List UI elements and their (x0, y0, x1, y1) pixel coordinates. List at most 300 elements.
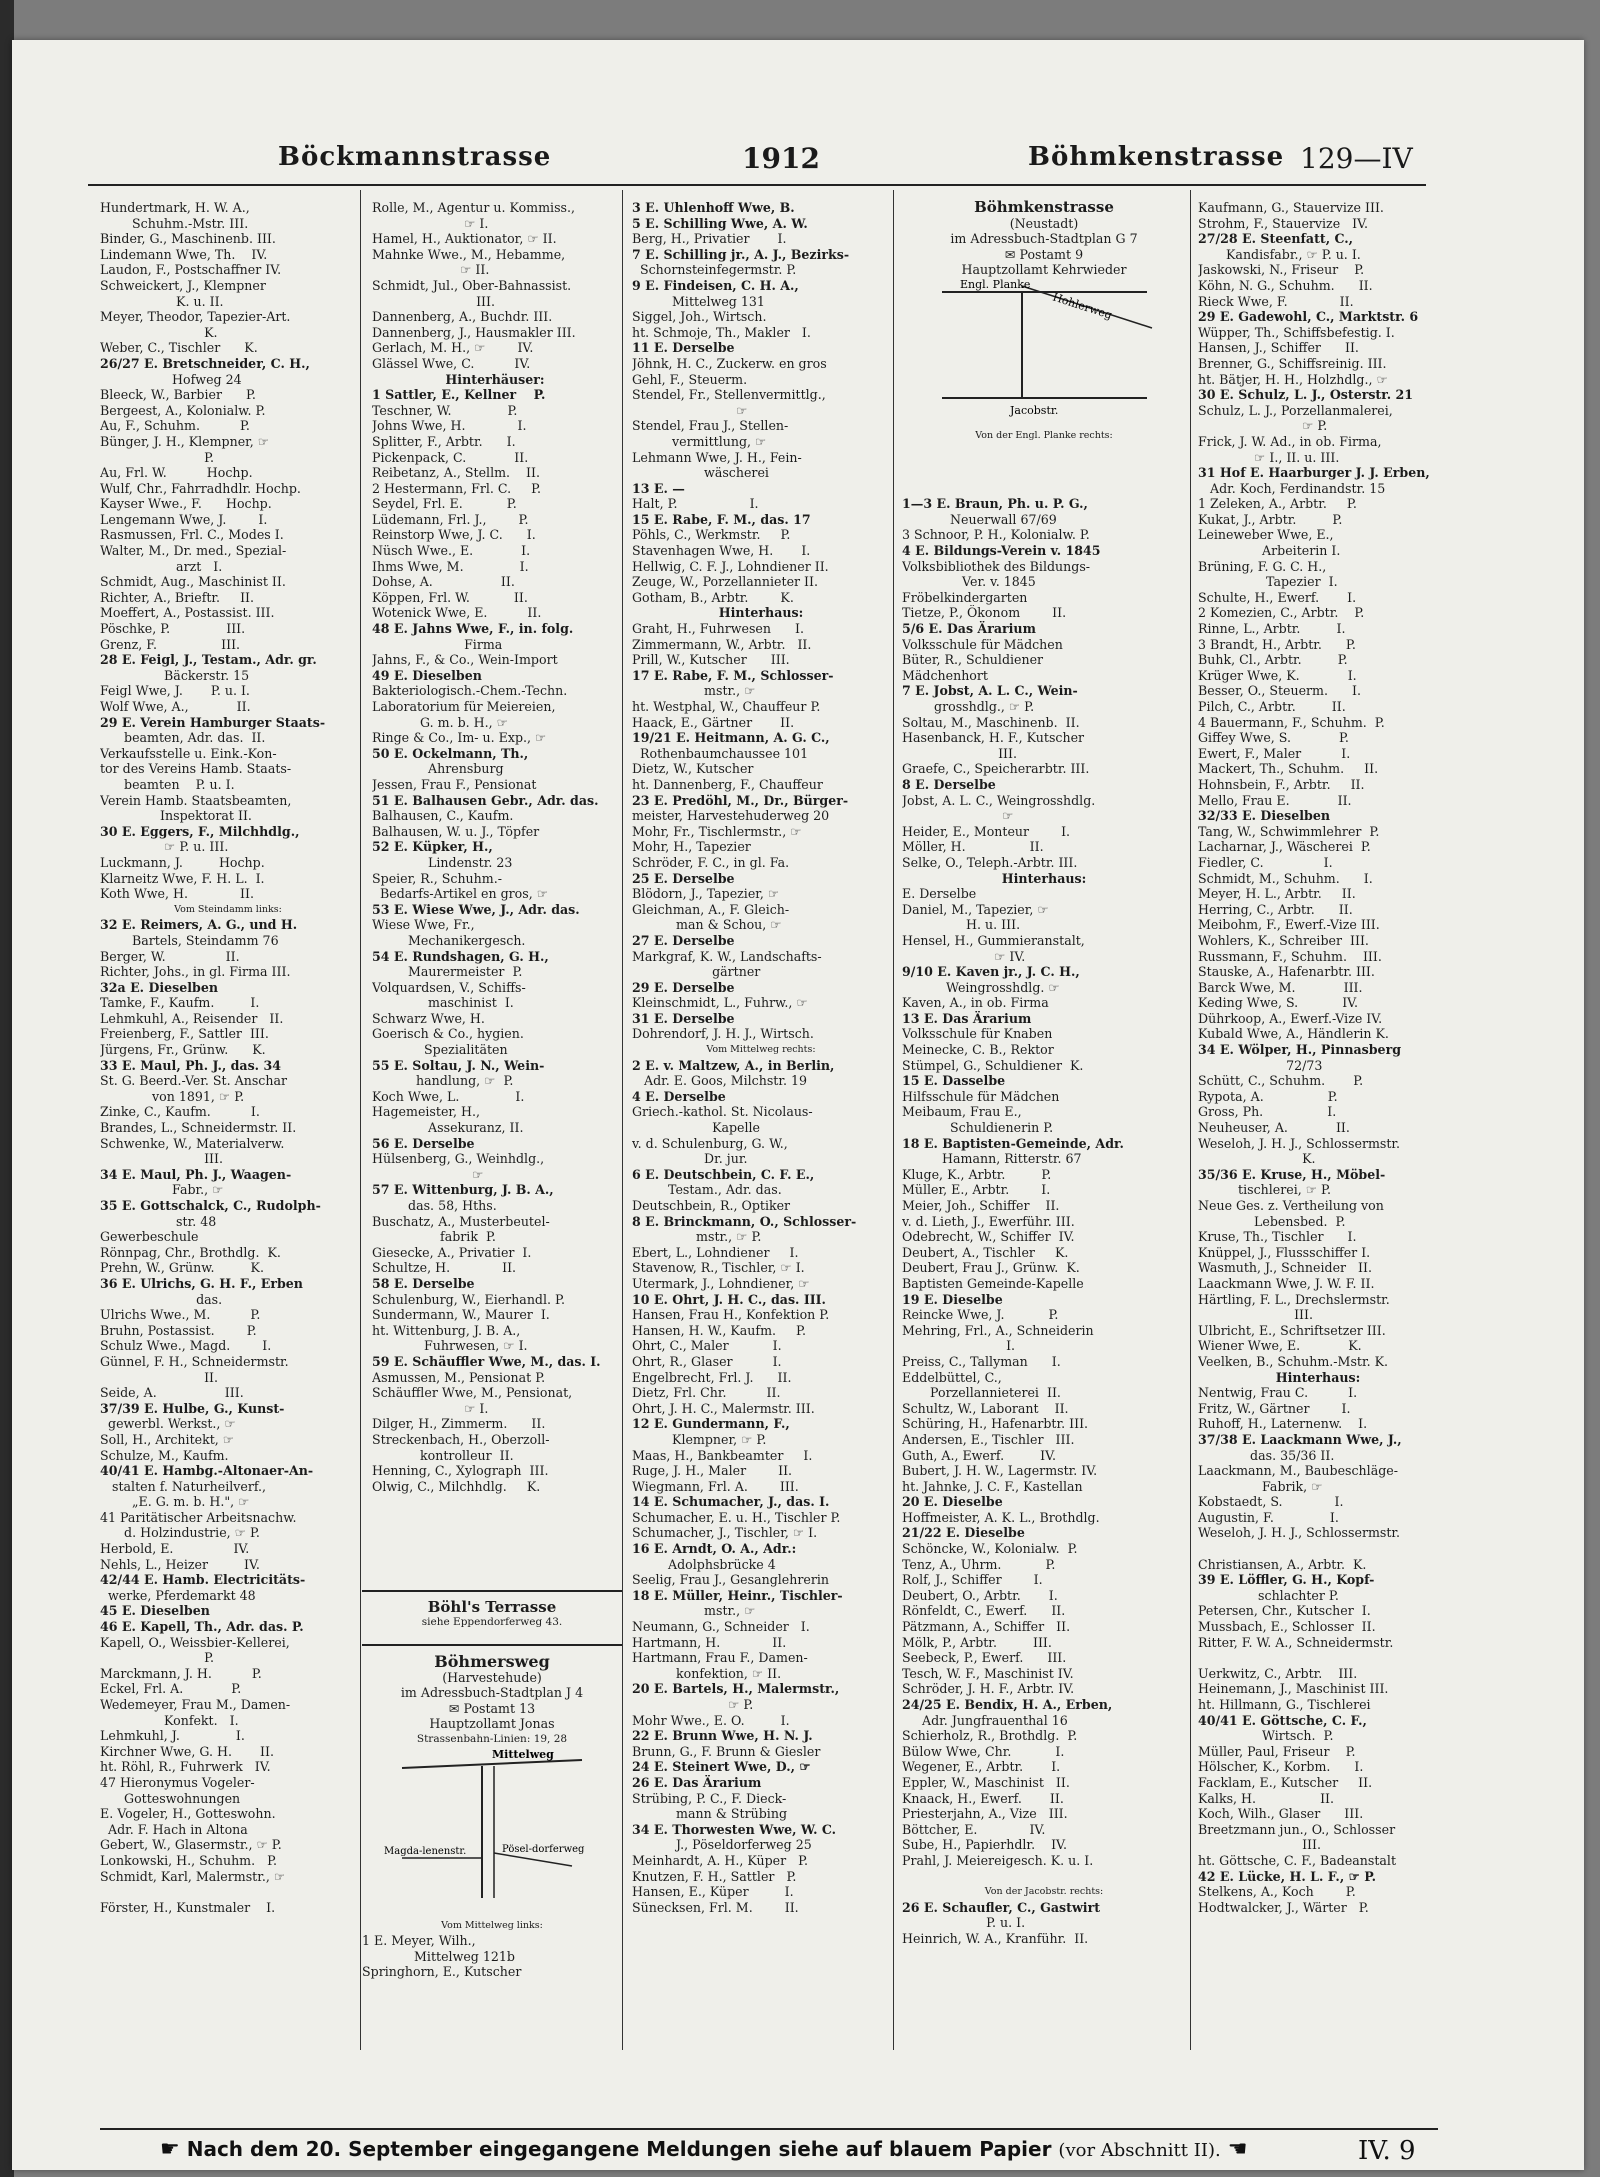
directory-entry-line: 8 E. Derselbe (902, 776, 996, 792)
directory-entry-line: 2 Hestermann, Frl. C. P. (372, 480, 542, 496)
directory-entry-line: 1 Zeleken, A., Arbtr. P. (1198, 496, 1357, 512)
directory-entry-line: maschinist I. (372, 995, 514, 1011)
boehls-title: Böhl's Terrasse (427, 1598, 557, 1616)
directory-entry-line: Tenz, A., Uhrm. P. (902, 1556, 1056, 1572)
directory-entry-line: Speier, R., Schuhm.- (372, 870, 502, 886)
directory-entry-line: Weber, C., Tischler K. (100, 340, 258, 356)
directory-entry-line: konfektion, ☞ II. (632, 1665, 782, 1681)
directory-entry-line: 21/22 E. Dieselbe (902, 1525, 1025, 1541)
directory-entry-line: Adr. Jungfrauenthal 16 (902, 1712, 1068, 1728)
directory-entry-line: mstr., ☞ P. (632, 1229, 762, 1245)
directory-entry-line: Hamann, Ritterstr. 67 (902, 1151, 1082, 1167)
directory-entry-line: Tietze, P., Ökonom II. (902, 605, 1067, 621)
directory-entry-line: Ulrichs Wwe., M. P. (100, 1307, 261, 1323)
box-title: Böhmkenstrasse (974, 198, 1114, 216)
directory-entry-line: Ulbricht, E., Schriftsetzer III. (1198, 1322, 1386, 1338)
directory-entry-line: 53 E. Wiese Wwe, J., Adr. das. (372, 901, 580, 917)
directory-entry-line: Rypota, A. P. (1198, 1088, 1338, 1104)
directory-entry-line: Schmidt, Karl, Malermstr., ☞ (100, 1868, 286, 1884)
directory-entry-line: wäscherei (632, 465, 769, 481)
directory-entry-line: 56 E. Derselbe (372, 1135, 475, 1151)
directory-entry-line: Ritter, F. W. A., Schneidermstr. (1198, 1634, 1394, 1650)
directory-entry-line: 20 E. Dieselbe (902, 1494, 1003, 1510)
directory-entry-line: 20 E. Bartels, H., Malermstr., (632, 1681, 840, 1697)
directory-entry-line: beamten, Adr. das. II. (100, 730, 266, 746)
directory-entry-line: Laboratorium für Meiereien, (372, 699, 556, 714)
directory-entry-line: Laackmann, M., Baubeschläge- (1198, 1463, 1398, 1479)
directory-entry-line: Balhausen, W. u. J., Töpfer (372, 823, 540, 839)
directory-entry-line: Richter, A., Brieftr. II. (100, 589, 255, 605)
directory-entry-line: III. (902, 745, 1018, 761)
directory-entry-line: Selke, O., Teleph.-Arbtr. III. (902, 854, 1078, 870)
directory-entry-line: Veelken, B., Schuhm.-Mstr. K. (1198, 1353, 1389, 1369)
directory-entry-line: Kaufmann, G., Stauervize III. (1198, 200, 1384, 215)
directory-entry-line: Meier, Joh., Schiffer II. (902, 1198, 1060, 1213)
directory-entry-line: Graht, H., Fuhrwesen I. (632, 621, 804, 637)
directory-entry-line: Giesecke, A., Privatier I. (372, 1244, 532, 1260)
directory-entry-line: Laudon, F., Postschaffner IV. (100, 262, 282, 278)
directory-entry-line: 28 E. Feigl, J., Testam., Adr. gr. (100, 652, 317, 668)
directory-entry-line: Adr. E. Goos, Milchstr. 19 (632, 1073, 808, 1089)
directory-entry-line: Herring, C., Arbtr. II. (1198, 901, 1353, 917)
directory-entry-line: Schultz, W., Laborant II. (902, 1400, 1069, 1416)
directory-entry-line: 27/28 E. Steenfatt, C., (1198, 231, 1354, 247)
directory-entry-line: Wasmuth, J., Schneider II. (1198, 1260, 1373, 1276)
directory-entry-line: Hölscher, K., Korbm. I. (1198, 1759, 1364, 1775)
directory-entry-line: Tapezier I. (1198, 574, 1338, 590)
directory-entry-line: str. 48 (100, 1213, 217, 1229)
directory-entry-line: Adolphsbrücke 4 (632, 1556, 776, 1572)
street-map-sketch (362, 1748, 622, 1918)
footer-rule (100, 2128, 1438, 2130)
directory-entry-line: Schweickert, J., Klempner (100, 277, 266, 293)
directory-entry-line: Graefe, C., Speicherarbtr. III. (902, 761, 1090, 777)
directory-entry-line: Lengemann Wwe, J. I. (100, 511, 268, 527)
directory-entry-line: P. (100, 449, 215, 465)
directory-entry-line: arzt I. (100, 558, 223, 574)
directory-entry-line: Schulz Wwe., Magd. I. (100, 1338, 272, 1354)
directory-entry-line: Fabrik, ☞ (1198, 1478, 1323, 1494)
directory-entry-line: Wüpper, Th., Schiffsbefestig. I. (1198, 324, 1395, 340)
boehmersweg-box (362, 1644, 622, 2106)
directory-entry-line: Gewerbeschule (100, 1229, 199, 1245)
directory-entry-line: 52 E. Küpker, H., (372, 839, 493, 855)
directory-entry-line: Berger, W. II. (100, 948, 240, 964)
directory-entry-line: Glässel Wwe, C. IV. (372, 355, 531, 371)
directory-entry-line: Luckmann, J. Hochp. (100, 854, 265, 870)
directory-entry-line: Au, Frl. W. Hochp. (100, 465, 253, 481)
directory-entry-line: K. (100, 324, 218, 340)
directory-entry-line: fabrik P. (372, 1229, 496, 1245)
boehmersweg-district: (Harvestehude) (442, 1669, 542, 1685)
directory-entry-line: Dilger, H., Zimmerm. II. (372, 1416, 546, 1432)
directory-entry-line: Sundermann, W., Maurer I. (372, 1307, 550, 1323)
directory-entry-line: Wohlers, K., Schreiber III. (1198, 932, 1369, 948)
boehmersweg-entry: 1 E. Meyer, Wilh., (362, 1933, 476, 1949)
directory-entry-line: Lacharnar, J., Wäscherei P. (1198, 839, 1371, 855)
directory-entry-line: Hansen, H. W., Kaufm. P. (632, 1322, 806, 1338)
directory-entry-line: Rolf, J., Schiffer I. (902, 1572, 1043, 1588)
map-label-engl-planke: Engl. Planke (960, 277, 1031, 291)
directory-entry-line: Bakteriologisch.-Chem.-Techn. (372, 683, 568, 699)
directory-entry-line: Leineweber Wwe, E., (1198, 527, 1334, 543)
directory-entry-line: Jaskowski, N., Friseur P. (1198, 262, 1365, 278)
directory-entry-line: 7 E. Schilling jr., A. J., Bezirks- (632, 246, 850, 262)
directory-entry-line: Strübing, P. C., F. Dieck- (632, 1790, 787, 1806)
directory-entry-line: Kubald Wwe, A., Händlerin K. (1198, 1026, 1389, 1042)
directory-entry-line: 30 E. Schulz, L. J., Osterstr. 21 (1198, 387, 1414, 403)
directory-entry-line: Zeuge, W., Porzellannieter II. (632, 574, 818, 590)
directory-entry-line: Prill, W., Kutscher III. (632, 652, 790, 668)
directory-entry-line: Schüring, H., Hafenarbtr. III. (902, 1416, 1089, 1432)
directory-entry-line: Nehls, L., Heizer IV. (100, 1556, 260, 1572)
directory-entry-line: Hansen, J., Schiffer II. (1198, 340, 1359, 356)
header-right-street: Böhmkenstrasse (1028, 142, 1285, 172)
directory-entry-line: Ihms Wwe, M. I. (372, 558, 529, 574)
directory-entry-line: Henning, C., Xylograph III. (372, 1463, 549, 1479)
directory-entry-line: 18 E. Baptisten-Gemeinde, Adr. (902, 1135, 1124, 1151)
directory-entry-line: Guth, A., Ewerf. IV. (902, 1447, 1057, 1463)
directory-entry-line: Bedarfs-Artikel en gros, ☞ (372, 886, 548, 902)
directory-entry-line: Priesterjahn, A., Vize III. (902, 1806, 1068, 1822)
directory-entry-line: Ohrt, C., Maler I. (632, 1338, 782, 1354)
directory-entry-line: mstr., ☞ (632, 683, 756, 699)
directory-entry-line: Ewert, F., Maler I. (1198, 745, 1351, 761)
directory-entry-line: ☞ II. (372, 262, 490, 278)
directory-entry-line: 54 E. Rundshagen, G. H., (372, 948, 549, 964)
directory-entry-line: Walter, M., Dr. med., Spezial- (100, 543, 287, 559)
directory-entry-line: J., Pöseldorferweg 25 (632, 1837, 812, 1853)
directory-entry-line: Bäckerstr. 15 (100, 667, 250, 683)
directory-entry-line: Vom Steindamm links: (174, 903, 282, 915)
directory-entry-line: Dietz, W., Kutscher (632, 761, 754, 777)
directory-entry-line: Brüning, F. G. C. H., (1198, 558, 1327, 574)
directory-entry-line: Hellwig, C. F. J., Lohndiener II. (632, 558, 829, 574)
directory-entry-line: gewerbl. Werkst., ☞ (100, 1416, 236, 1432)
directory-entry-line: 5 E. Schilling Wwe, A. W. (632, 215, 808, 231)
directory-entry-line: Rönnpag, Chr., Brothdlg. K. (100, 1244, 281, 1260)
directory-entry-line: 35 E. Gottschalck, C., Rudolph- (100, 1198, 321, 1213)
directory-entry-line: Ringe & Co., Im- u. Exp., ☞ (372, 730, 547, 746)
directory-entry-line: ht. Bätjer, H. H., Holzhdlg., ☞ (1198, 371, 1388, 387)
directory-entry-line: Brandes, L., Schneidermstr. II. (100, 1120, 297, 1136)
directory-entry-line: Von der Jacobstr. rechts: (984, 1886, 1104, 1898)
directory-entry-line: Mehring, Frl., A., Schneiderin (902, 1322, 1094, 1338)
directory-entry-line: 13 E. — (632, 480, 685, 496)
directory-entry-line: Mechanikergesch. (372, 932, 526, 948)
directory-entry-line: Zinke, C., Kaufm. I. (100, 1104, 260, 1120)
directory-entry-line: Deubert, A., Tischler K. (902, 1244, 1069, 1260)
directory-entry-line: das. 58, Hths. (372, 1198, 497, 1213)
directory-entry-line: ☞ P. (1198, 418, 1328, 434)
directory-entry-line: Ebert, L., Lohndiener I. (632, 1244, 799, 1260)
directory-entry-line: Goerisch & Co., hygien. (372, 1026, 524, 1042)
directory-entry-line: v. d. Lieth, J., Ewerführ. III. (902, 1213, 1075, 1229)
directory-entry-line: Heinrich, W. A., Kranführ. II. (902, 1930, 1089, 1946)
directory-entry-line: Giffey Wwe, S. P. (1198, 730, 1349, 746)
directory-entry-line: Binder, G., Maschinenb. III. (100, 231, 276, 247)
directory-entry-line: 40/41 E. Göttsche, C. F., (1198, 1712, 1367, 1728)
directory-entry-line: v. d. Schulenburg, G. W., (632, 1135, 788, 1151)
directory-entry-line: Kobstaedt, S. I. (1198, 1494, 1344, 1510)
directory-entry-line: Haack, E., Gärtner II. (632, 714, 795, 730)
directory-entry-line: Hodtwalcker, J., Wärter P. (1198, 1899, 1369, 1915)
directory-entry-line: Schulz, L. J., Porzellanmalerei, (1198, 402, 1393, 418)
directory-entry-line: Fiedler, C. I. (1198, 854, 1333, 870)
directory-entry-line: Inspektorat II. (100, 808, 252, 824)
directory-entry-line: Hinterhäuser: (445, 371, 545, 387)
map-label-poeseldorferweg: Pösel-dorferweg (502, 1843, 585, 1855)
directory-entry-line: Schulenburg, W., Eierhandl. P. (372, 1291, 565, 1307)
directory-entry-line: E. Derselbe (902, 886, 977, 902)
directory-entry-line: 29 E. Verein Hamburger Staats- (100, 714, 326, 730)
directory-entry-line: 25 E. Derselbe (632, 870, 735, 886)
directory-entry-line: 12 E. Gundermann, F., (632, 1416, 790, 1432)
directory-entry-line: Neue Ges. z. Vertheilung von (1198, 1198, 1384, 1213)
directory-entry-line: Lüdemann, Frl. J., P. (372, 511, 529, 527)
directory-entry-line: Schuhm.-Mstr. III. (100, 215, 249, 231)
directory-entry-line: Eppler, W., Maschinist II. (902, 1774, 1070, 1790)
directory-entry-line: 42 E. Lücke, H. L. F., ☞ P. (1198, 1868, 1377, 1884)
directory-entry-line: II. (100, 1369, 219, 1385)
directory-entry-line: 48 E. Jahns Wwe, F., in. folg. (372, 621, 574, 637)
directory-entry-line: Meyer, H. L., Arbtr. II. (1198, 886, 1356, 902)
directory-entry-line: Gehl, F., Steuerm. (632, 371, 748, 387)
directory-entry-line: ht. Hillmann, G., Tischlerei (1198, 1697, 1371, 1712)
directory-entry-line: ☞ I. (372, 215, 489, 231)
directory-entry-line: Strohm, F., Stauervize IV. (1198, 215, 1369, 231)
directory-entry-line: Klempner, ☞ P. (632, 1431, 767, 1447)
directory-entry-line: Bubert, J. H. W., Lagermstr. IV. (902, 1463, 1098, 1479)
directory-entry-line: E. Vogeler, H., Gotteswohn. (100, 1806, 276, 1822)
directory-entry-line: Hinterhaus: (718, 605, 804, 621)
directory-entry-line: Rolle, M., Agentur u. Kommiss., (372, 200, 576, 215)
directory-entry-line: 33 E. Maul, Ph. J., das. 34 (100, 1057, 281, 1073)
directory-entry-line: 6 E. Deutschbein, C. F. E., (632, 1166, 815, 1182)
directory-entry-line: Wiegmann, Frl. A. III. (632, 1478, 799, 1494)
directory-entry-line (902, 1869, 1186, 1885)
directory-entry-line: Hartmann, Frau F., Damen- (632, 1650, 808, 1666)
directory-entry-line: Möller, H. II. (902, 839, 1044, 855)
directory-entry-line: Lindenstr. 23 (372, 854, 513, 870)
directory-entry-line: Jobst, A. L. C., Weingrosshdlg. (902, 792, 1096, 808)
directory-entry-line: Schwarz Wwe, H. (372, 1010, 485, 1026)
directory-entry-line: Deubert, Frau J., Grünw. K. (902, 1260, 1080, 1276)
directory-entry-line: Schulte, H., Ewerf. I. (1198, 589, 1357, 605)
directory-entry-line: Pätzmann, A., Schiffer II. (902, 1619, 1071, 1635)
directory-entry-line: 37/38 E. Laackmann Wwe, J., (1198, 1431, 1402, 1447)
directory-entry-line: Schumacher, J., Tischler, ☞ I. (632, 1525, 818, 1541)
directory-entry-line: Breetzmann jun., O., Schlosser (1198, 1821, 1396, 1837)
directory-entry-line: 32 E. Reimers, A. G., und H. (100, 917, 298, 933)
directory-entry-line: Frick, J. W. Ad., in ob. Firma, (1198, 433, 1382, 449)
directory-entry-line: 29 E. Derselbe (632, 979, 735, 995)
directory-entry-line: Schöncke, W., Kolonialw. P. (902, 1541, 1078, 1557)
directory-entry-line: 57 E. Wittenburg, J. B. A., (372, 1182, 554, 1198)
directory-entry-line: Hartmann, H. II. (632, 1634, 787, 1650)
directory-entry-line: Daniel, M., Tapezier, ☞ (902, 901, 1049, 917)
directory-entry-line: Bergeest, A., Kolonialw. P. (100, 402, 266, 418)
directory-entry-line: Neuerwall 67/69 (902, 511, 1057, 527)
directory-entry-line: ☞ IV. (902, 948, 1026, 964)
directory-entry-line: Lebensbed. P. (1198, 1213, 1346, 1229)
directory-entry-line: vermittlung, ☞ (632, 433, 767, 449)
directory-entry-line: Kapell, O., Weissbier-Kellerei, (100, 1634, 290, 1650)
directory-entry-line: tischlerei, ☞ P. (1198, 1182, 1331, 1198)
directory-entry-line: gärtner (632, 964, 761, 980)
directory-entry-line: Härtling, F. L., Drechslermstr. (1198, 1291, 1390, 1307)
directory-entry-line: Gotteswohnungen (100, 1790, 241, 1806)
directory-entry-line: 2 E. v. Maltzew, A., in Berlin, (632, 1057, 835, 1073)
directory-entry-line: Weseloh, J. H. J., Schlossermstr. (1198, 1135, 1401, 1151)
directory-entry-line: Stavenow, R., Tischler, ☞ I. (632, 1260, 805, 1276)
directory-entry-line: Seelig, Frau J., Gesanglehrerin (632, 1572, 829, 1588)
directory-entry-line: ☞ P. (632, 1697, 754, 1712)
directory-entry-line: Russmann, F., Schuhm. III. (1198, 948, 1382, 964)
directory-entry-line: Hagemeister, H., (372, 1104, 481, 1120)
directory-entry-line: Vom Mittelweg rechts: (706, 1044, 816, 1056)
directory-column-5 (1198, 200, 1438, 2045)
directory-entry-line: 32a E. Dieselben (100, 979, 219, 995)
directory-entry-line: Pilch, C., Arbtr. II. (1198, 699, 1346, 714)
directory-entry-line: Keding Wwe, S. IV. (1198, 995, 1359, 1011)
directory-entry-line: 49 E. Dieselben (372, 667, 482, 683)
directory-entry-line: Bartels, Steindamm 76 (100, 932, 279, 948)
directory-entry-line: H. u. III. (902, 917, 1021, 933)
pointing-hand-icon: ☚ (1227, 2137, 1248, 2162)
directory-entry-line: K. u. II. (100, 293, 224, 309)
directory-entry-line: Wulf, Chr., Fahrradhdlr. Hochp. (100, 480, 301, 496)
directory-entry-line: Müller, E., Arbtr. I. (902, 1182, 1051, 1198)
directory-entry-line: 27 E. Derselbe (632, 932, 735, 948)
directory-entry-line: Lehmkuhl, J. I. (100, 1728, 245, 1744)
directory-entry-line: Hansen, Frau H., Konfektion P. (632, 1307, 830, 1323)
directory-entry-line: d. Holzindustrie, ☞ P. (100, 1525, 260, 1541)
directory-entry-line: Jürgens, Fr., Grünw. K. (100, 1042, 266, 1058)
directory-entry-line: Hamel, H., Auktionator, ☞ II. (372, 231, 557, 247)
directory-entry-line: 26 E. Das Ärarium (632, 1774, 762, 1790)
directory-entry-line: schlachter P. (1198, 1587, 1339, 1603)
directory-entry-line: Adr. Koch, Ferdinandstr. 15 (1198, 480, 1386, 496)
directory-entry-line: Reincke Wwe, J. P. (902, 1307, 1059, 1323)
directory-entry-line: Meinhardt, A. H., Küper P. (632, 1852, 809, 1868)
box-direction-note: Von der Engl. Planke rechts: (975, 429, 1113, 441)
directory-entry-line: Volquardsen, V., Schiffs- (372, 979, 526, 995)
directory-column-3 (632, 200, 890, 2045)
directory-entry-line: Heinemann, J., Maschinist III. (1198, 1681, 1389, 1697)
directory-entry-line: Jahns, F., & Co., Wein-Import (372, 652, 558, 668)
footer-notice-text: Nach dem 20. September eingegangene Meldungen siehe auf blauem Papier (186, 2137, 1052, 2161)
directory-entry-line: 13 E. Das Ärarium (902, 1010, 1032, 1026)
directory-entry-line: Ver. v. 1845 (902, 574, 1036, 590)
directory-entry-line: 40/41 E. Hambg.-Altonaer-An- (100, 1463, 314, 1479)
footer-notice-tail: (vor Abschnitt II). (1058, 2140, 1221, 2161)
directory-entry-line: 9 E. Findeisen, C. H. A., (632, 277, 799, 293)
directory-entry-line: Schwenke, W., Materialverw. (100, 1135, 285, 1151)
directory-entry-line: Gerlach, M. H., ☞ IV. (372, 340, 534, 356)
directory-entry-line: Arbeiterin I. (1198, 543, 1341, 559)
directory-entry-line: Seydel, Frl. E. P. (372, 496, 517, 512)
box-customs: Hauptzollamt Kehrwieder (961, 262, 1127, 278)
directory-entry-line: 39 E. Löffler, G. H., Kopf- (1198, 1572, 1375, 1588)
directory-entry-line: Au, F., Schuhm. P. (100, 418, 250, 434)
map-label-jacobstr: Jacobstr. (1010, 403, 1059, 417)
directory-entry-line: das. (100, 1291, 223, 1307)
directory-entry-line: 41 Paritätischer Arbeitsnachw. (100, 1509, 297, 1525)
directory-entry-line: 4 E. Derselbe (632, 1088, 726, 1104)
directory-entry-line: Bünger, J. H., Klempner, ☞ (100, 433, 270, 449)
directory-entry-line: Knaack, H., Ewerf. II. (902, 1790, 1064, 1806)
directory-entry-line: Kaven, A., in ob. Firma (902, 995, 1049, 1011)
map-label-mittelweg: Mittelweg (492, 1747, 554, 1761)
directory-entry-line: Schröder, J. H. F., Arbtr. IV. (902, 1681, 1075, 1697)
directory-entry-line: Mädchenhort (902, 667, 988, 683)
directory-entry-line: „E. G. m. b. H.", ☞ (100, 1494, 250, 1510)
directory-entry-line: Heider, E., Monteur I. (902, 823, 1071, 839)
directory-entry-line: Prahl, J. Meiereigesch. K. u. I. (902, 1852, 1094, 1868)
boehmersweg-entry: Mittelweg 121b (362, 1948, 515, 1964)
directory-entry-line (1198, 1541, 1438, 1557)
box-postamt: ✉ Postamt 9 (1004, 246, 1084, 262)
directory-entry-line: meister, Harvestehuderweg 20 (632, 808, 830, 824)
directory-entry-line: Wegener, E., Arbtr. I. (902, 1759, 1061, 1775)
directory-entry-line: Krüger Wwe, K. I. (1198, 667, 1357, 683)
directory-entry-line: Christiansen, A., Arbtr. K. (1198, 1556, 1367, 1572)
directory-entry-line: Lehmann Wwe, J. H., Fein- (632, 449, 802, 465)
directory-entry-line: Volksschule für Mädchen (902, 636, 1063, 652)
directory-entry-line: ht. Röhl, R., Fuhrwerk IV. (100, 1759, 271, 1775)
directory-entry-line: Splitter, F., Arbtr. I. (372, 433, 516, 449)
directory-entry-line: 5/6 E. Das Ärarium (902, 621, 1036, 637)
column-divider (1190, 190, 1191, 2050)
directory-entry-line: Mohr, H., Tapezier (632, 839, 751, 855)
directory-entry-line: Ohrt, J. H. C., Malermstr. III. (632, 1400, 815, 1416)
directory-entry-line: Schröder, F. C., in gl. Fa. (632, 854, 790, 870)
directory-entry-line: ☞ P. u. III. (100, 839, 229, 855)
directory-entry-line: 15 E. Rabe, F. M., das. 17 (632, 511, 811, 527)
directory-entry-line: stalten f. Naturheilverf., (100, 1478, 267, 1494)
directory-entry-line: Blödorn, J., Tapezier, ☞ (632, 886, 780, 902)
directory-entry-line: Deutschbein, R., Optiker (632, 1198, 791, 1213)
directory-entry-line: 10 E. Ohrt, J. H. C., das. III. (632, 1291, 826, 1307)
directory-entry-line: III. (100, 1151, 224, 1167)
directory-entry-line: Dietz, Frl. Chr. II. (632, 1385, 781, 1401)
directory-entry-line: Kayser Wwe., F. Hochp. (100, 496, 272, 512)
directory-entry-line: 46 E. Kapell, Th., Adr. das. P. (100, 1619, 304, 1635)
directory-entry-line: 24/25 E. Bendix, H. A., Erben, (902, 1697, 1113, 1712)
directory-entry-line: Koth Wwe, H. II. (100, 886, 254, 902)
directory-entry-line: St. G. Beerd.-Ver. St. Anschar (100, 1073, 287, 1089)
directory-entry-line: Testam., Adr. das. (632, 1182, 782, 1198)
directory-entry-line: Berg, H., Privatier I. (632, 231, 787, 247)
directory-entry-line: 55 E. Soltau, J. N., Wein- (372, 1057, 545, 1073)
street-map-sketch (902, 278, 1186, 428)
directory-column-1 (100, 200, 356, 2045)
directory-entry-line: Seebeck, P., Ewerf. III. (902, 1650, 1067, 1666)
directory-entry-line: 31 E. Derselbe (632, 1010, 735, 1026)
directory-entry-line: ☞ (632, 402, 748, 418)
header-page-number: 129—IV (1300, 142, 1413, 175)
directory-entry-line: 34 E. Maul, Ph. J., Waagen- (100, 1166, 292, 1182)
directory-entry-line: Stümpel, G., Schuldiener K. (902, 1057, 1084, 1073)
directory-entry-line: Stauske, A., Hafenarbtr. III. (1198, 964, 1375, 980)
directory-entry-line: 23 E. Predöhl, M., Dr., Bürger- (632, 792, 849, 808)
directory-entry-line: Andersen, E., Tischler III. (902, 1431, 1075, 1447)
directory-entry-line: Stelkens, A., Koch P. (1198, 1884, 1356, 1900)
directory-entry-line: Griech.-kathol. St. Nicolaus- (632, 1104, 813, 1120)
directory-entry-line: P. u. I. (902, 1915, 1026, 1931)
directory-entry-line: Schäuffler Wwe, M., Pensionat, (372, 1385, 573, 1401)
